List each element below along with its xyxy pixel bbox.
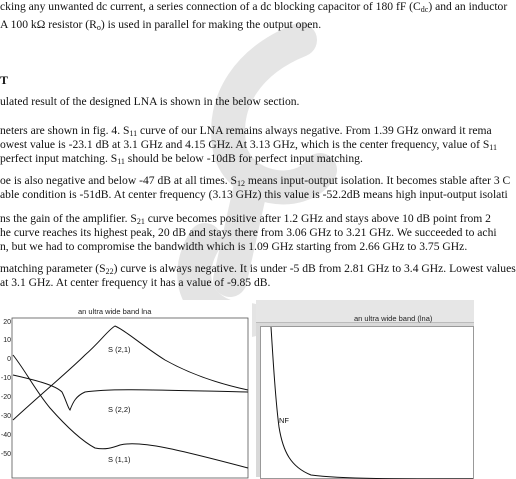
nf-label: NF: [279, 416, 289, 425]
s11-label: S (1,1): [108, 455, 131, 464]
text-line-3: ulated result of the designed LNA is shown in the below section.: [0, 95, 300, 108]
nf-axes: [261, 327, 473, 478]
section-heading: T: [0, 73, 9, 87]
y-tick-label: -40: [0, 432, 11, 439]
y-tick-label: -10: [0, 375, 11, 382]
noise-figure-plot: [256, 300, 474, 477]
text-line-2: A 100 kΩ resistor $(R_o)$ is used in parallel for making the output open.: [0, 18, 322, 32]
y-tick-label: -30: [0, 413, 11, 420]
y-tick-label: -50: [0, 451, 11, 458]
text-line-1: cking any unwanted dc current, a series connection of a dc blocking capacitor of 180 fF $(C_{dc})$ and an inductor: [0, 0, 508, 14]
text-line-12: matching parameter $(S_{22})$ curve is always negative. It is under -5 dB from 2.81 GHz to 3.4 GHz. Lowest values: [0, 262, 516, 276]
text-line-13: at 3.1 GHz. At center frequency it has a value of -9.85 dB.: [0, 276, 271, 289]
text-line-9: ns the gain of the amplifier. $S_{21}$ curve becomes positive after 1.2 GHz and stays above 10 dB point from 2: [0, 212, 491, 226]
y-tick-label: 20: [3, 319, 11, 326]
text-line-11: n, but we had to compromise the bandwidth which is 1.09 GHz starting from 2.66 GHz to 3.75 GHz.: [0, 240, 468, 253]
text-line-7: oe is also negative and below -47 dB at all times. $S_{12}$ means input-output isolation. It becomes stable after 3 C: [0, 174, 511, 188]
right-plot-area: [260, 326, 474, 479]
text-line-6: perfect input matching. $S_{11}$ should be below -10dB for perfect input matching.: [0, 152, 363, 166]
s-parameter-plot: [0, 300, 252, 477]
s-parameter-axes: [0, 300, 252, 477]
s21-label: S (2,1): [108, 345, 131, 354]
y-tick-label: -20: [0, 394, 11, 401]
nf-curve: [271, 327, 473, 479]
text-line-4: neters are shown in fig. 4. $S_{11}$ curve of our LNA remains always negative. From 1.39 GHz onward it rema: [0, 124, 492, 138]
y-tick-label: 0: [7, 356, 11, 363]
text-line-10: he curve reaches its highest peak, 20 dB and stays there from 3.06 GHz to 3.21 GHz. We succeeded to achi: [0, 226, 497, 239]
s22-label: S (2,2): [108, 405, 131, 414]
text-line-8: able condition is -51dB. At center frequency (3.13 GHz) this value is -52.2dB means high input-output isolati: [0, 188, 508, 201]
right-plot-title: an ultra wide band (lna): [354, 314, 433, 323]
left-plot-title: an ultra wide band lna: [78, 307, 152, 316]
text-line-5: owest value is -23.1 dB at 3.1 GHz and 4.15 GHz. At 3.13 GHz, which is the center frequency, value of $S_{11}$: [0, 138, 497, 152]
y-tick-label: 10: [3, 337, 11, 344]
